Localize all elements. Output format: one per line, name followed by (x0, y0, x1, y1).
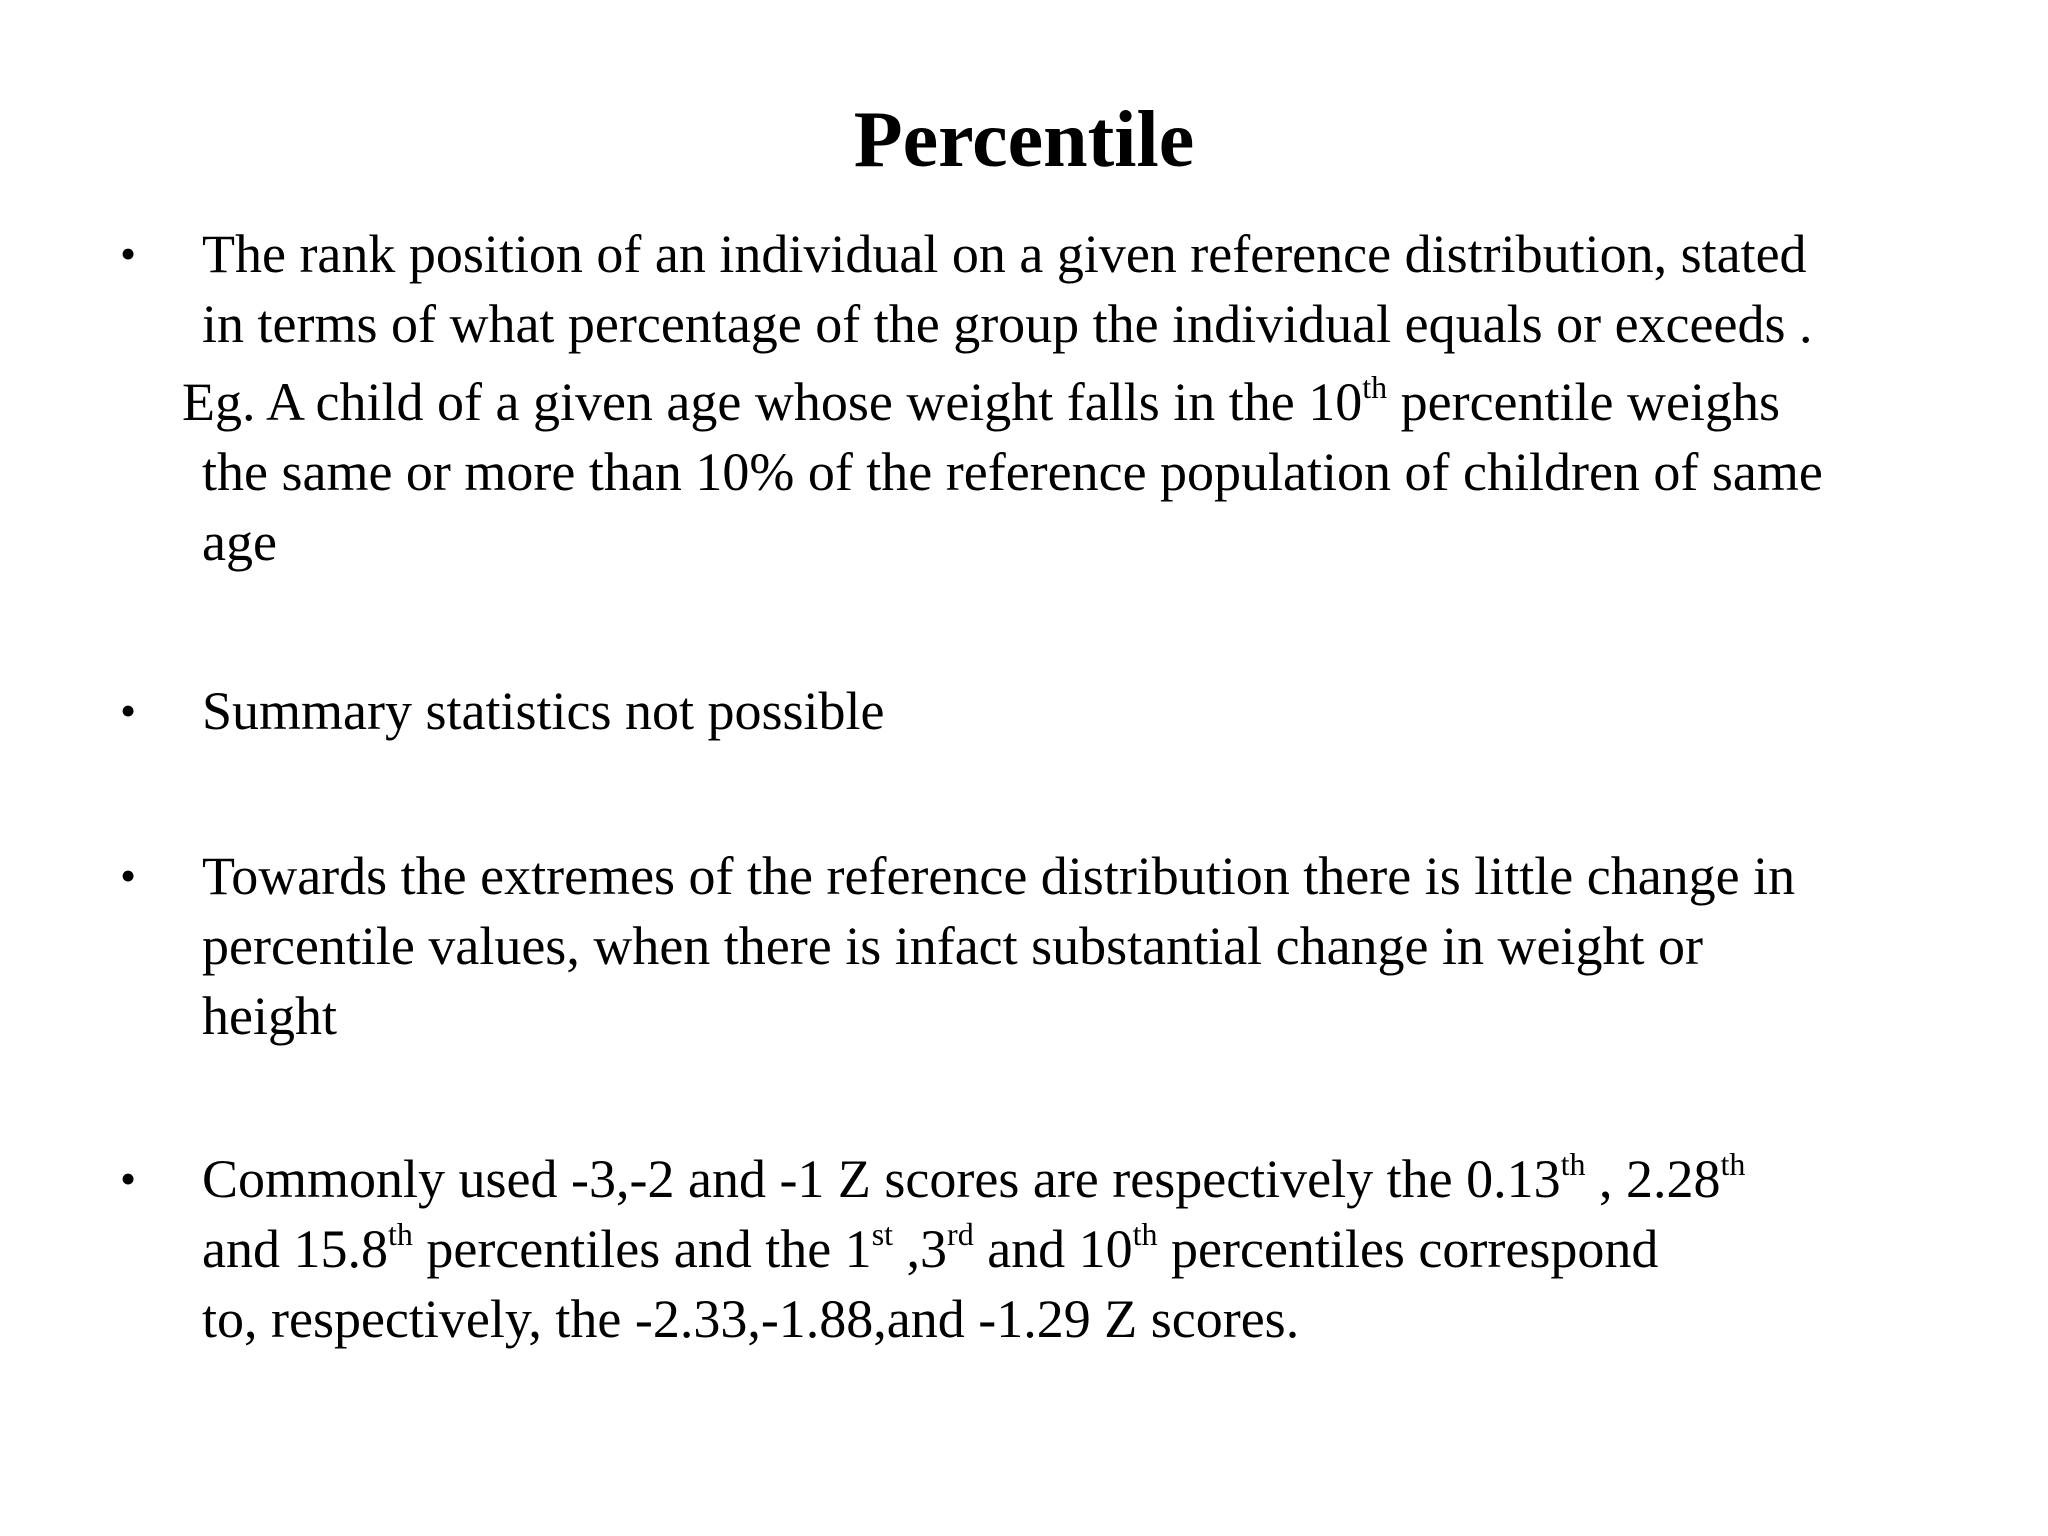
example-line (182, 367, 1780, 437)
text-fragment: ,3 (893, 1219, 948, 1279)
text-fragment: percentile weighs (1387, 372, 1780, 432)
text-line (202, 1144, 1942, 1214)
slide-title: Percentile (853, 96, 1195, 184)
text-line: age (202, 512, 277, 572)
text-line: the same or more than 10% of the reference population of children of same (202, 442, 1823, 502)
bullet-icon: • (120, 228, 137, 279)
text-fragment: and 10 (973, 1219, 1133, 1279)
text-line: in terms of what percentage of the group the individual equals or exceeds . (202, 294, 1813, 354)
text-line: The rank position of an individual on a given reference distribution, stated (202, 224, 1807, 284)
text-line: height (202, 986, 337, 1046)
text-line: to, respectively, the -2.33,-1.88,and -1.29 Z scores. (202, 1289, 1300, 1349)
superscript: th (1720, 1146, 1746, 1182)
superscript: th (1560, 1146, 1586, 1182)
superscript: th (1132, 1216, 1158, 1252)
text-fragment: , 2.28 (1585, 1149, 1721, 1209)
example-continuation (202, 437, 1823, 577)
text-line (202, 1214, 1942, 1284)
bullet-text (202, 219, 1942, 359)
text-fragment: Eg. A child of a given age whose weight falls in the 10 (182, 372, 1363, 432)
superscript: st (871, 1216, 894, 1252)
bullet-icon: • (120, 1153, 137, 1204)
bullet-icon: • (120, 850, 137, 901)
superscript: th (387, 1216, 413, 1252)
bullet-text (202, 676, 1942, 746)
text-fragment: Commonly used -3,-2 and -1 Z scores are respectively the 0.13 (202, 1149, 1561, 1209)
text-fragment: percentiles correspond (1157, 1219, 1659, 1279)
bullet-icon: • (120, 685, 137, 736)
superscript: rd (947, 1216, 974, 1252)
text-line: Summary statistics not possible (202, 681, 885, 741)
text-fragment: and 15.8 (202, 1219, 388, 1279)
text-line: Towards the extremes of the reference distribution there is little change in (202, 846, 1796, 906)
bullet-text (202, 841, 1942, 1051)
text-line: percentile values, when there is infact substantial change in weight or (202, 916, 1703, 976)
text-fragment: percentiles and the 1 (412, 1219, 872, 1279)
superscript: th (1362, 369, 1388, 405)
bullet-text (202, 1144, 1942, 1354)
